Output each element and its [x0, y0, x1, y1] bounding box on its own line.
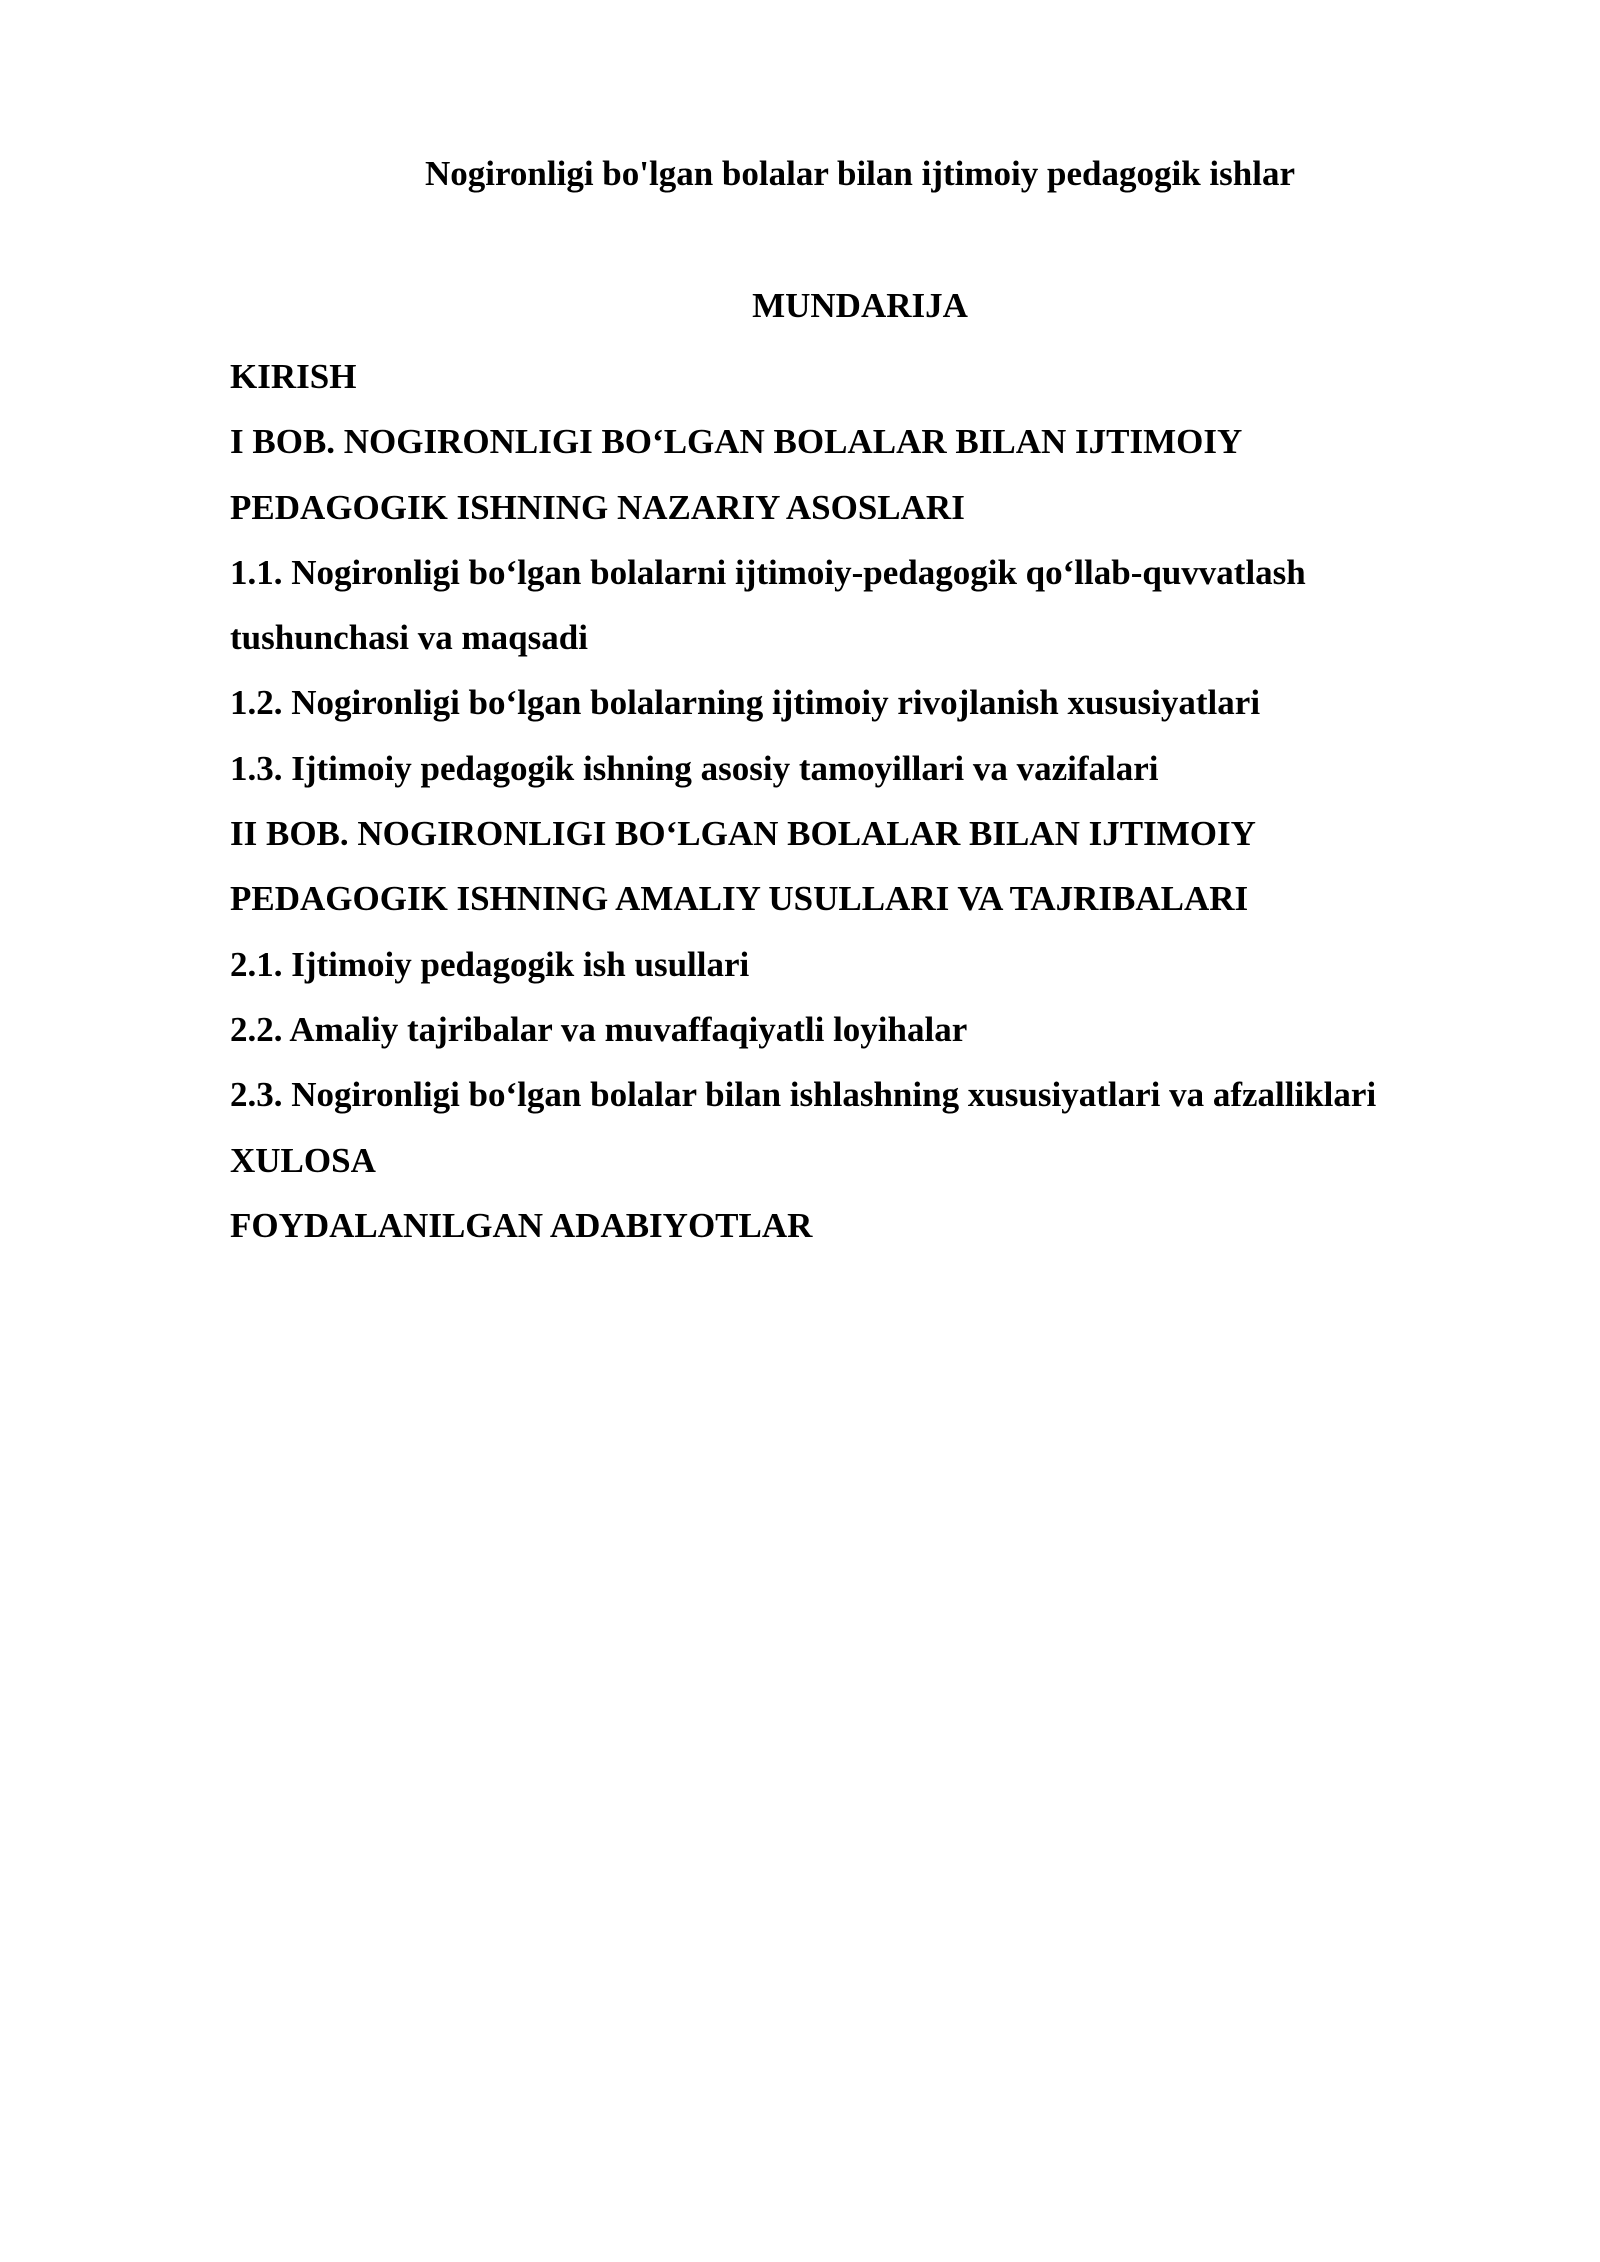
toc-entry-section-2-2: 2.2. Amaliy tajribalar va muvaffaqiyatli loyihalar [230, 1009, 968, 1049]
toc-entry-chapter-2-continued: PEDAGOGIK ISHNING AMALIY USULLARI VA TAJRIBALARI [230, 879, 1249, 919]
toc-entry-conclusion: XULOSA [230, 1140, 376, 1180]
toc-entry-section-1-1: 1.1. Nogironligi bo‘lgan bolalarni ijtimoiy-pedagogik qo‘llab-quvvatlash [230, 552, 1306, 592]
toc-entry-section-2-3: 2.3. Nogironligi bo‘lgan bolalar bilan ishlashning xususiyatlari va afzalliklari [230, 1075, 1377, 1115]
toc-entry-section-1-3: 1.3. Ijtimoiy pedagogik ishning asosiy tamoyillari va vazifalari [230, 748, 1159, 788]
toc-entry-chapter-1-continued: PEDAGOGIK ISHNING NAZARIY ASOSLARI [230, 487, 965, 527]
toc-entry-section-1-2: 1.2. Nogironligi bo‘lgan bolalarning ijtimoiy rivojlanish xususiyatlari [230, 683, 1261, 723]
document-title: Nogironligi bo'lgan bolalar bilan ijtimoiy pedagogik ishlar [425, 154, 1295, 193]
toc-entry-section-2-1: 2.1. Ijtimoiy pedagogik ish usullari [230, 944, 750, 984]
toc-entry-section-1-1-continued: tushunchasi va maqsadi [230, 618, 588, 658]
toc-entry-references: FOYDALANILGAN ADABIYOTLAR [230, 1205, 813, 1245]
toc-entry-introduction: KIRISH [230, 357, 357, 396]
toc-entry-chapter-1: I BOB. NOGIRONLIGI BO‘LGAN BOLALAR BILAN IJTIMOIY [230, 422, 1243, 462]
toc-heading: MUNDARIJA [752, 286, 968, 325]
toc-entry-chapter-2: II BOB. NOGIRONLIGI BO‘LGAN BOLALAR BILAN IJTIMOIY [230, 814, 1256, 854]
table-of-contents [230, 344, 1510, 1258]
